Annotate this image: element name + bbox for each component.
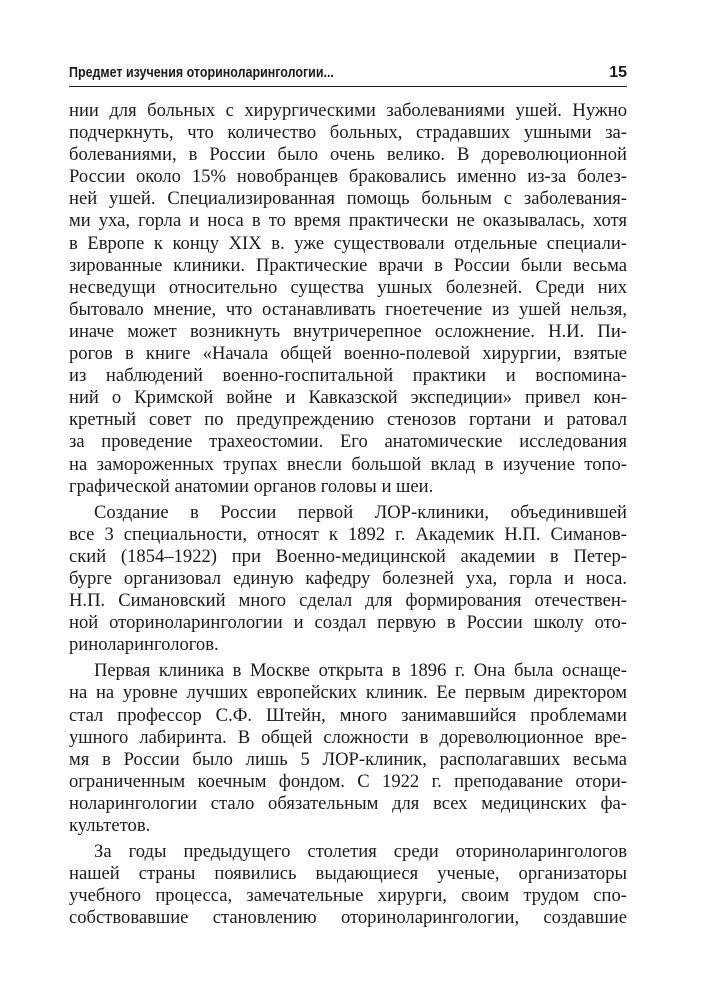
text-line: мя в России было лишь 5 ЛОР-клиник, располагавших весьма — [69, 748, 627, 770]
header-title: Предмет изучения оториноларингологии... — [69, 65, 334, 81]
text-line: из наблюдений военно-госпитальной практики и воспомина- — [69, 365, 627, 387]
text-line: ний о Кримской войне и Кавказской экспедиции» привел кон- — [69, 387, 627, 409]
paragraph — [69, 502, 627, 657]
text-line: несведущи относительно существа ушных болезней. Среди них — [69, 276, 627, 298]
text-line: на замороженных трупах внесли большой вклад в изучение топо- — [69, 453, 627, 475]
text-line: ней ушей. Специализированная помощь больным с заболевания- — [69, 188, 627, 210]
body-text — [69, 100, 627, 929]
text-line: стал профессор С.Ф. Штейн, много занимавшийся проблемами — [69, 704, 627, 726]
text-line: зированные клиники. Практические врачи в России были весьма — [69, 254, 627, 276]
text-line: ограниченным коечным фондом. С 1922 г. преподавание отори- — [69, 770, 627, 792]
text-line: риноларингологов. — [69, 634, 219, 656]
running-header — [69, 60, 627, 87]
text-line: подчеркнуть, что количество больных, страдавших ушными за- — [69, 122, 627, 144]
paragraph — [69, 100, 627, 498]
text-line: культетов. — [69, 815, 151, 836]
text-line: иначе может возникнуть внутричерепное осложнение. Н.И. Пи- — [69, 320, 627, 342]
paragraph — [69, 660, 627, 837]
text-line: ной оториноларингологии и создал первую в России школу ото- — [69, 612, 627, 634]
text-line: нашей страны появились выдающиеся ученые, организаторы — [69, 863, 627, 885]
text-line: Создание в России первой ЛОР-клиники, объединившей — [94, 501, 627, 523]
text-line: Первая клиника в Москве открыта в 1896 г. Она была оснаще- — [94, 660, 627, 682]
text-line: ми уха, горла и носа в то время практически не оказывалась, хотя — [69, 210, 627, 232]
text-line: За годы предыдущего столетия среди оториноларингологов — [94, 841, 627, 863]
text-line: все 3 специальности, относят к 1892 г. Академик Н.П. Симанов- — [69, 523, 627, 545]
paragraph — [69, 841, 627, 929]
text-line: собствовавшие становлению оториноларингологии, создавшие — [69, 907, 627, 929]
text-line: на на уровне лучших европейских клиник. Ее первым директором — [69, 682, 627, 704]
text-line: в Европе к концу XIX в. уже существовали отдельные специали- — [69, 232, 627, 254]
text-line: за проведение трахеостомии. Его анатомические исследования — [69, 431, 627, 453]
text-line: графической анатомии органов головы и шеи. — [69, 475, 434, 497]
text-line: ушного лабиринта. В общей сложности в дореволюционное вре- — [69, 726, 627, 748]
text-line: ноларингологии стало обязательным для всех медицинских фа- — [69, 792, 627, 814]
text-line: кретный совет по предупреждению стенозов гортани и ратовал — [69, 409, 627, 431]
text-line: бурге организовал единую кафедру болезней уха, горла и носа. — [69, 567, 627, 589]
text-line: России около 15% новобранцев браковались именно из-за болез- — [69, 166, 627, 188]
text-line: болеваниями, в России было очень велико. В дореволюционной — [69, 144, 627, 166]
text-line: Н.П. Симановский много сделал для формирования отечествен- — [69, 590, 627, 612]
text-line: бытовало мнение, что останавливать гноетечение из ушей нельзя, — [69, 298, 627, 320]
text-line: рогов в книге «Начала общей военно-полевой хирургии, взятые — [69, 343, 627, 365]
text-line: ский (1854–1922) при Военно-медицинской академии в Петер- — [69, 545, 627, 567]
text-line: учебного процесса, замечательные хирурги, своим трудом спо- — [69, 885, 627, 907]
page-number: 15 — [609, 64, 627, 81]
text-line: нии для больных с хирургическими заболеваниями ушей. Нужно — [69, 100, 627, 121]
